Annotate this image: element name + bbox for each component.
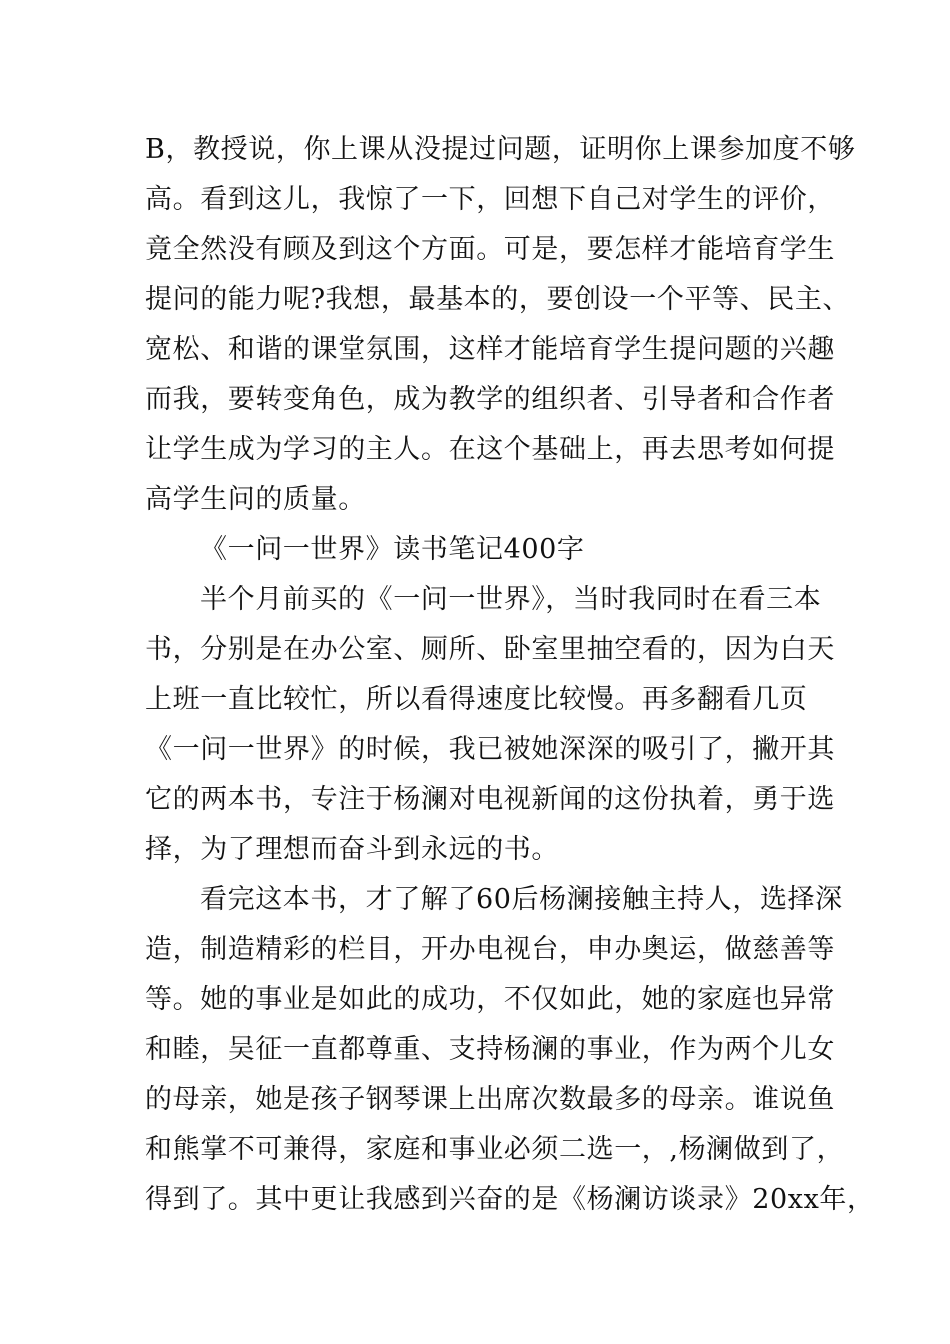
text-line: 高。看到这儿，我惊了一下，回想下自己对学生的评价，	[145, 184, 835, 215]
section-heading: 《一问一世界》读书笔记400字	[200, 534, 585, 565]
text-line: 看完这本书，才了解了60后杨澜接触主持人，选择深	[200, 884, 843, 915]
text-line: 提问的能力呢?我想，最基本的，要创设一个平等、民主、	[145, 284, 851, 315]
text-line: 和熊掌不可兼得，家庭和事业必须二选一，,杨澜做到了，	[145, 1134, 845, 1165]
text-line: 而我，要转变角色，成为教学的组织者、引导者和合作者	[145, 384, 835, 415]
text-line: 的母亲，她是孩子钢琴课上出席次数最多的母亲。谁说鱼	[145, 1084, 835, 1115]
text-line: 得到了。其中更让我感到兴奋的是《杨澜访谈录》20xx年，	[145, 1184, 875, 1215]
text-line: 上班一直比较忙，所以看得速度比较慢。再多翻看几页	[145, 684, 808, 715]
text-line: 让学生成为学习的主人。在这个基础上，再去思考如何提	[145, 434, 835, 465]
text-line: 竟全然没有顾及到这个方面。可是，要怎样才能培育学生	[145, 234, 835, 265]
text-line: 和睦，吴征一直都尊重、支持杨澜的事业，作为两个儿女	[145, 1034, 835, 1065]
text-line: 高学生问的质量。	[145, 484, 366, 515]
text-line: 半个月前买的《一问一世界》，当时我同时在看三本	[200, 584, 822, 615]
text-line: 书，分别是在办公室、厕所、卧室里抽空看的，因为白天	[145, 634, 835, 665]
text-line: B，教授说，你上课从没提过问题，证明你上课参加度不够	[145, 134, 856, 165]
text-line: 宽松、和谐的课堂氛围，这样才能培育学生提问题的兴趣	[145, 334, 835, 365]
text-line: 造，制造精彩的栏目，开办电视台，申办奥运，做慈善等	[145, 934, 835, 965]
text-line: 它的两本书，专注于杨澜对电视新闻的这份执着，勇于选	[145, 784, 835, 815]
text-line: 《一问一世界》的时候，我已被她深深的吸引了，撇开其	[145, 734, 835, 765]
text-line: 等。她的事业是如此的成功，不仅如此，她的家庭也异常	[145, 984, 835, 1015]
text-line: 择，为了理想而奋斗到永远的书。	[145, 834, 559, 865]
